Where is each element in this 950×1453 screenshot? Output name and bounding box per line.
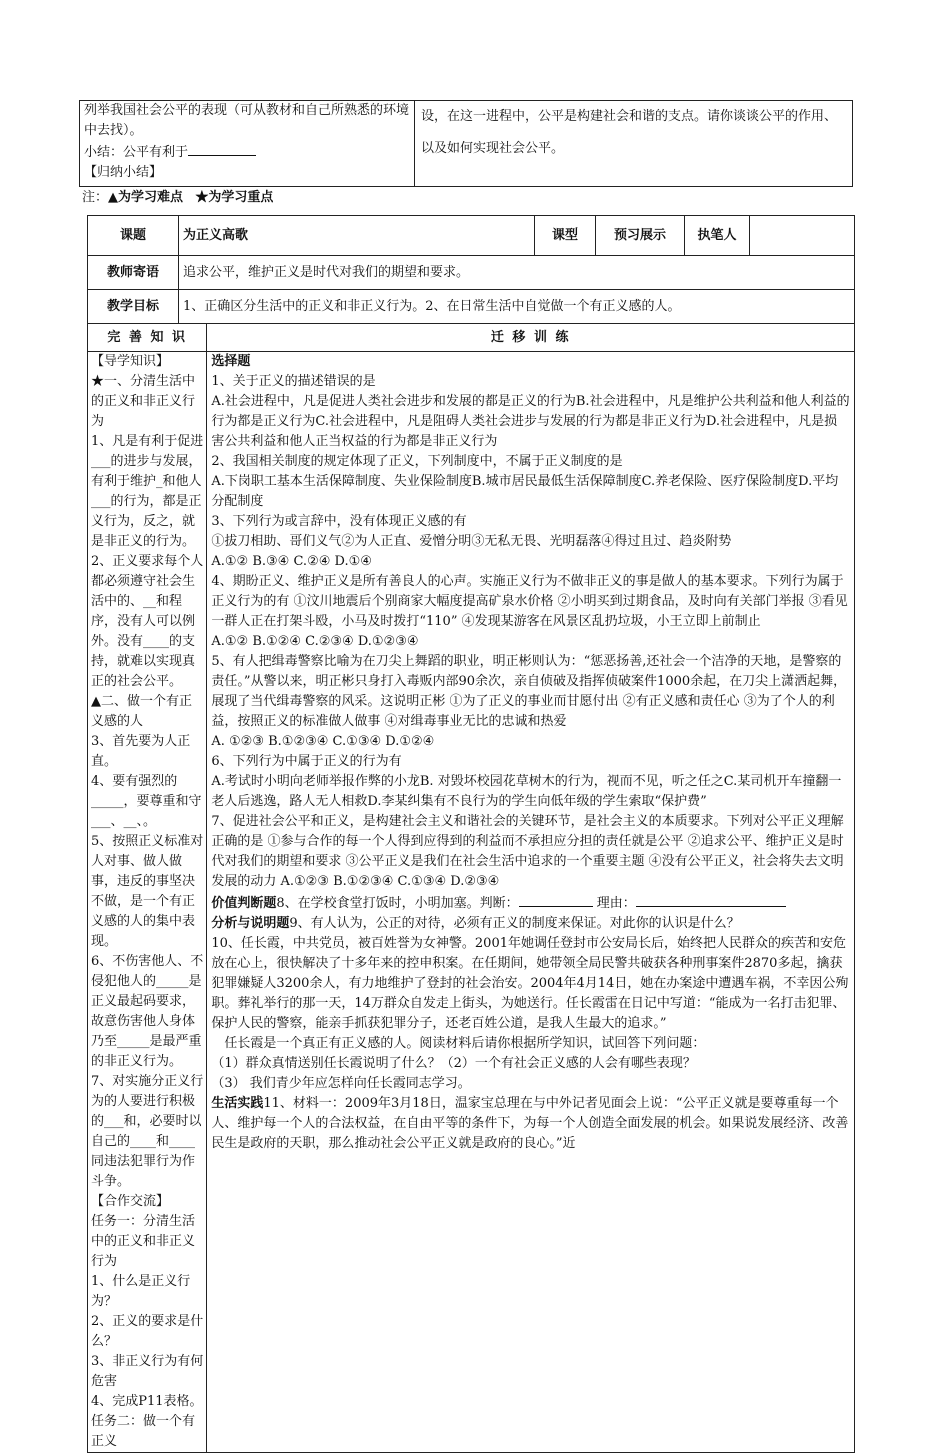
left-item: 7、对实施分正义行为的人要进行积极的___和，必要时以自己的____和____同违法犯罪行为作斗争。 (91, 1074, 204, 1189)
question-2-options: A.下岗职工基本生活保障制度、失业保险制度B.城市居民最低生活保障制度C.养老保险、医疗保险制度D.平均分配制度 (211, 474, 839, 509)
question-3-options: A.①② B.③④ C.②④ D.①④ (211, 554, 372, 569)
question-6: 6、下列行为中属于正义的行为有 (211, 754, 402, 769)
top-induce: 【归纳小结】 (84, 165, 163, 180)
left-item: 任务一：分清生活中的正义和非正义行为 (91, 1214, 196, 1269)
value-title: 价值判断题 (211, 896, 277, 911)
left-knowledge-cell (88, 352, 207, 1453)
practice-text: 11、材料一：2009年3月18日，温家宝总理在与中外记者见面会上说：“公平正义就是要尊重每一个人、维护每一个人的合法权益，在自由平等的条件下，为每一个人创造全面发展的机会。如果说发展经济、改善民生是政府的天职，那么推动社会公平正义就是政府的良心。”近 (211, 1096, 849, 1151)
top-table (79, 100, 853, 187)
question-10-sub12: （1）群众真情送别任长霞说明了什么？（2）一个有社会正义感的人会有哪些表现？ (211, 1056, 696, 1071)
writer-label: 执笔人 (685, 216, 750, 256)
summary-blank (188, 141, 256, 156)
left-item: 3、首先要为人正直。 (91, 734, 191, 769)
main-table (87, 215, 855, 1453)
choice-title: 选择题 (211, 354, 251, 369)
top-left-cell (80, 101, 415, 187)
left-item: 3、非正义行为有何危害 (91, 1354, 204, 1389)
top-right-cell (415, 101, 853, 187)
analysis-title: 分析与说明题 (211, 916, 290, 931)
note-key: ★为学习重点 (195, 190, 274, 205)
topic-label: 课题 (88, 216, 179, 256)
question-4: 4、期盼正义、维护正义是所有善良人的心声。实施正义行为不做非正义的事是做人的基本要求。下列行为属于正义行为的有 ①汶川地震后个别商家大幅度提高矿泉水价格 ②小明买到过期食品，及时向有关部门举报 ③看见一群人正在打架斗殴，小马及时拨打“110” ④发现某游客在风景区乱扔垃圾，小王立即上前制止 (211, 574, 848, 629)
left-item: 6、不伤害他人、不侵犯他人的_____是正义最起码要求，故意伤害他人身体乃至_____是最严重的非正义行为。 (91, 954, 204, 1069)
practice (211, 1094, 850, 1154)
question-1: 1、关于正义的描述错误的是 (211, 374, 376, 389)
left-item: 任务二：做一个有正义 (91, 1414, 196, 1449)
left-item: 1、什么是正义行为？ (91, 1274, 191, 1309)
left-item: 5、按照正义标准对人对事、做人做事，违反的事坚决不做，是一个有正义感的人的集中表现。 (91, 834, 204, 949)
question-7: 7、促进社会公平和正义，是构建社会主义和谐社会的关键环节，是社会主义的本质要求。下列对公平正义理解正确的是 ①参与合作的每一个人得到应得到的利益而不承担应分担的责任就是公平 ②追求公平、维护正义是时代对我们的期望和要求 ③公平正义是我们在社会生活中追求的一个重要主题 ④没有公平正义，社会将失去文明发展的动力 A.①②③ B.①②③④ C.①③④ D.②③④ (211, 814, 844, 889)
teacher-value: 追求公平，维护正义是时代对我们的期望和要求。 (179, 256, 855, 290)
topic-value: 为正义高歌 (179, 216, 535, 256)
type-label: 课型 (535, 216, 596, 256)
question-1-options: A.社会进程中，凡是促进人类社会进步和发展的都是正义的行为B.社会进程中，凡是维护公共利益和他人利益的行为都是正义行为C.社会进程中，凡是阻碍人类社会进步与发展的行为都是非正义行为D.社会进程中，凡是损害公共利益和他人正当权益的行为都是非正义行为 (211, 394, 850, 449)
goal-value: 1、正确区分生活中的正义和非正义行为。2、在日常生活中自觉做一个有正义感的人。 (179, 290, 855, 324)
question-2: 2、我国相关制度的规定体现了正义，下列制度中，不属于正义制度的是 (211, 454, 623, 469)
left-item: 4、要有强烈的_____，要尊重和守___、__、。 (91, 774, 202, 829)
judge-blank (519, 892, 593, 907)
note-prefix: 注： (82, 190, 109, 205)
col-right-header: 迁 移 训 练 (207, 324, 855, 352)
value-reason: 理由： (592, 896, 636, 911)
left-item: 【合作交流】 (91, 1194, 170, 1209)
question-10-intro: 任长霞是一个真正有正义感的人。阅读材料后请你根据所学知识，试回答下列问题： (224, 1036, 706, 1051)
left-item: 4、完成P11表格。 (91, 1394, 203, 1409)
question-3: 3、下列行为或言辞中，没有体现正义感的有 (211, 514, 467, 529)
question-4-options: A.①② B.①②④ C.②③④ D.①②③④ (211, 634, 419, 649)
note-line (82, 188, 273, 208)
analysis (211, 914, 850, 934)
writer-value (750, 216, 855, 256)
question-6-options: A.考试时小明向老师举报作弊的小龙B. 对毁坏校园花草树木的行为，视而不见，听之任之C.某司机开车撞翻一老人后逃逸，路人无人相救D.李某纠集有不良行为的学生向低年级的学生索取“保护费” (211, 774, 842, 809)
question-5-options: A. ①②③ B.①②③④ C.①③④ D.①②④ (211, 734, 435, 749)
left-item: 【导学知识】 (91, 354, 170, 369)
col-left-header: 完 善 知 识 (88, 324, 207, 352)
practice-title: 生活实践 (211, 1096, 264, 1111)
teacher-label: 教师寄语 (88, 256, 179, 290)
value-judgement (211, 892, 850, 914)
top-right-text: 设，在这一进程中，公平是构建社会和谐的支点。请你谈谈公平的作用、以及如何实现社会公平。 (421, 109, 838, 156)
question-3-items: ①拔刀相助、哥们义气②为人正直、爱憎分明③无私无畏、光明磊落④得过且过、趋炎附势 (211, 534, 732, 549)
left-item: 2、正义的要求是什么？ (91, 1314, 204, 1349)
top-summary (84, 141, 410, 163)
summary-prefix: 小结：公平有利于 (84, 145, 189, 160)
left-item: 1、凡是有利于促进___的进步与发展，有利于维护_和他人___的行为，都是正义行为，反之，就是非正义的行为。 (91, 434, 204, 549)
left-item: 2、正义要求每个人都必须遵守社会生活中的、__和程序，没有人可以例外。没有____的支持，就难以实现真正的社会公平。 (91, 554, 204, 689)
type-value: 预习展示 (596, 216, 685, 256)
right-training-cell (207, 352, 855, 1453)
question-10: 10、任长霞，中共党员，被百姓誉为女神警。2001年她调任登封市公安局长后，始终把人民群众的疾苦和安危放在心上，很快解决了十多年来的控申积案。在任期间，她带领全局民警共破获各种刑事案件2870多起，擒获犯罪嫌疑人3200余人，有力地维护了登封的社会治安。2004年4月14日，她在办案途中遭遇车祸，不幸因公殉职。葬礼举行的那一天，14万群众自发走上街头，为她送行。任长霞雷在日记中写道：“能成为一名打击犯罪、保护人民的警察，能亲手抓获犯罪分子，还老百姓公道，是我人生最大的追求。” (211, 936, 849, 1031)
goal-label: 教学目标 (88, 290, 179, 324)
left-item: ▲二、做一个有正义感的人 (91, 694, 192, 729)
reason-blank (636, 892, 786, 907)
left-item: ★一、分清生活中的正义和非正义行为 (91, 374, 196, 429)
value-text: 8、在学校食堂打饭时，小明加塞。判断： (276, 896, 519, 911)
note-difficulty: ▲为学习难点 (108, 190, 184, 205)
analysis-text: 9、有人认为，公正的对待，必须有正义的制度来保证。对此你的认识是什么？ (289, 916, 740, 931)
top-left-line1: 列举我国社会公平的表现（可从教材和自己所熟悉的环境中去找）。 (84, 103, 410, 138)
question-10-sub3: （3） 我们青少年应怎样向任长霞同志学习。 (211, 1076, 471, 1091)
question-5: 5、有人把缉毒警察比喻为在刀尖上舞蹈的职业，明正彬则认为：“惩恶扬善,还社会一个洁净的天地，是警察的责任。”从警以来，明正彬只身打入毒贩内部90余次，亲自侦破及指挥侦破案件1000余起，在刀尖上潇洒起舞，展现了当代缉毒警察的风采。这说明正彬 ①为了正义的事业而甘愿付出 ②有正义感和责任心 ③为了个人的利益，按照正义的标准做人做事 ④对缉毒事业无比的忠诚和热爱 (211, 654, 847, 729)
